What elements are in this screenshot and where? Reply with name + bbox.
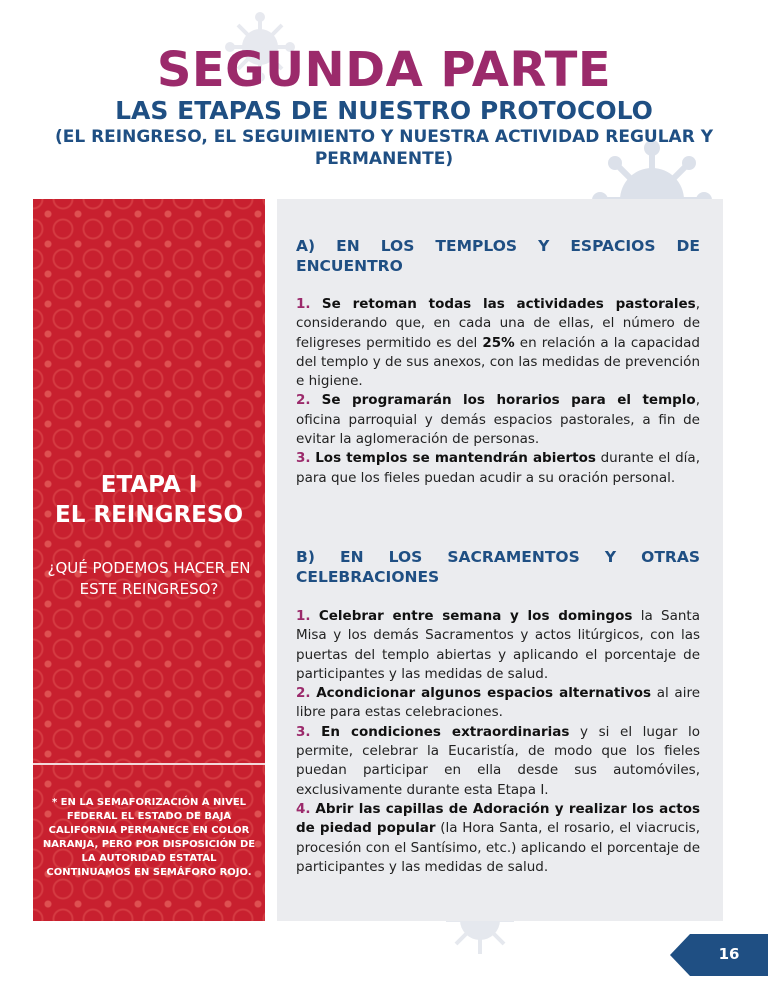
page-title: SEGUNDA PARTE — [156, 42, 612, 98]
list-item: 1. Se retoman todas las actividades pastorales, considerando que, en cada una de ellas, el número de feligreses permitido es del 25% en relación a la capacidad del templo y de sus anexos, con las medidas de prevención e higiene. — [296, 296, 700, 390]
section-a-list — [296, 295, 700, 488]
sidebar-divider — [33, 763, 265, 765]
list-item: 4. Abrir las capillas de Adoración y realizar los actos de piedad popular (la Hora Santa, el rosario, el viacrucis, procesión con el Santísimo, etc.) aplicando el porcentaje de participantes y las medidas de salud. — [296, 800, 700, 875]
list-item: 2. Se programarán los horarios para el templo, oficina parroquial y demás espacios pastorales, a fin de evitar la aglomeración de personas. — [296, 392, 700, 448]
section-a-heading: A) EN LOS TEMPLOS Y ESPACIOS DE ENCUENTRO — [296, 237, 700, 275]
page-number-tab — [690, 934, 768, 976]
stage-footnote: * EN LA SEMAFORIZACIÓN A NIVEL FEDERAL EL ESTADO DE BAJA CALIFORNIA PERMANECE EN COLOR NARANJA, PERO POR DISPOSICIÓN DE LA AUTORIDAD ESTATAL CONTINUAMOS EN SEMÁFORO ROJO. — [42, 797, 256, 878]
section-b-heading: B) EN LOS SACRAMENTOS Y OTRAS CELEBRACIONES — [296, 548, 700, 586]
page-subsubtitle: (EL REINGRESO, EL SEGUIMIENTO Y NUESTRA ACTIVIDAD REGULAR Y PERMANENTE) — [54, 127, 714, 169]
list-item: 3. Los templos se mantendrán abiertos durante el día, para que los fieles puedan acudir a su oración personal. — [296, 450, 700, 486]
stage-title — [33, 470, 265, 530]
page-subtitle: LAS ETAPAS DE NUESTRO PROTOCOLO — [115, 96, 653, 125]
stage-title-line1: ETAPA I — [100, 472, 198, 498]
list-item: 3. En condiciones extraordinarias y si el lugar lo permite, celebrar la Eucaristía, de modo que los fieles puedan participar en ella desde sus automóviles, exclusivamente durante esta Etapa I. — [296, 723, 701, 798]
list-item: 2. Acondicionar algunos espacios alternativos al aire libre para estas celebraciones. — [296, 685, 701, 721]
page-number: 16 — [718, 945, 740, 963]
stage-title-line2: EL REINGRESO — [54, 502, 244, 528]
list-item: 1. Celebrar entre semana y los domingos la Santa Misa y los demás Sacramentos y actos litúrgicos, con las puertas del templo abiertas y aplicando el porcentaje de participantes y las medidas de salud. — [296, 608, 700, 682]
section-b-list — [296, 607, 700, 877]
stage-question: ¿QUÉ PODEMOS HACER EN ESTE REINGRESO? — [47, 559, 251, 598]
